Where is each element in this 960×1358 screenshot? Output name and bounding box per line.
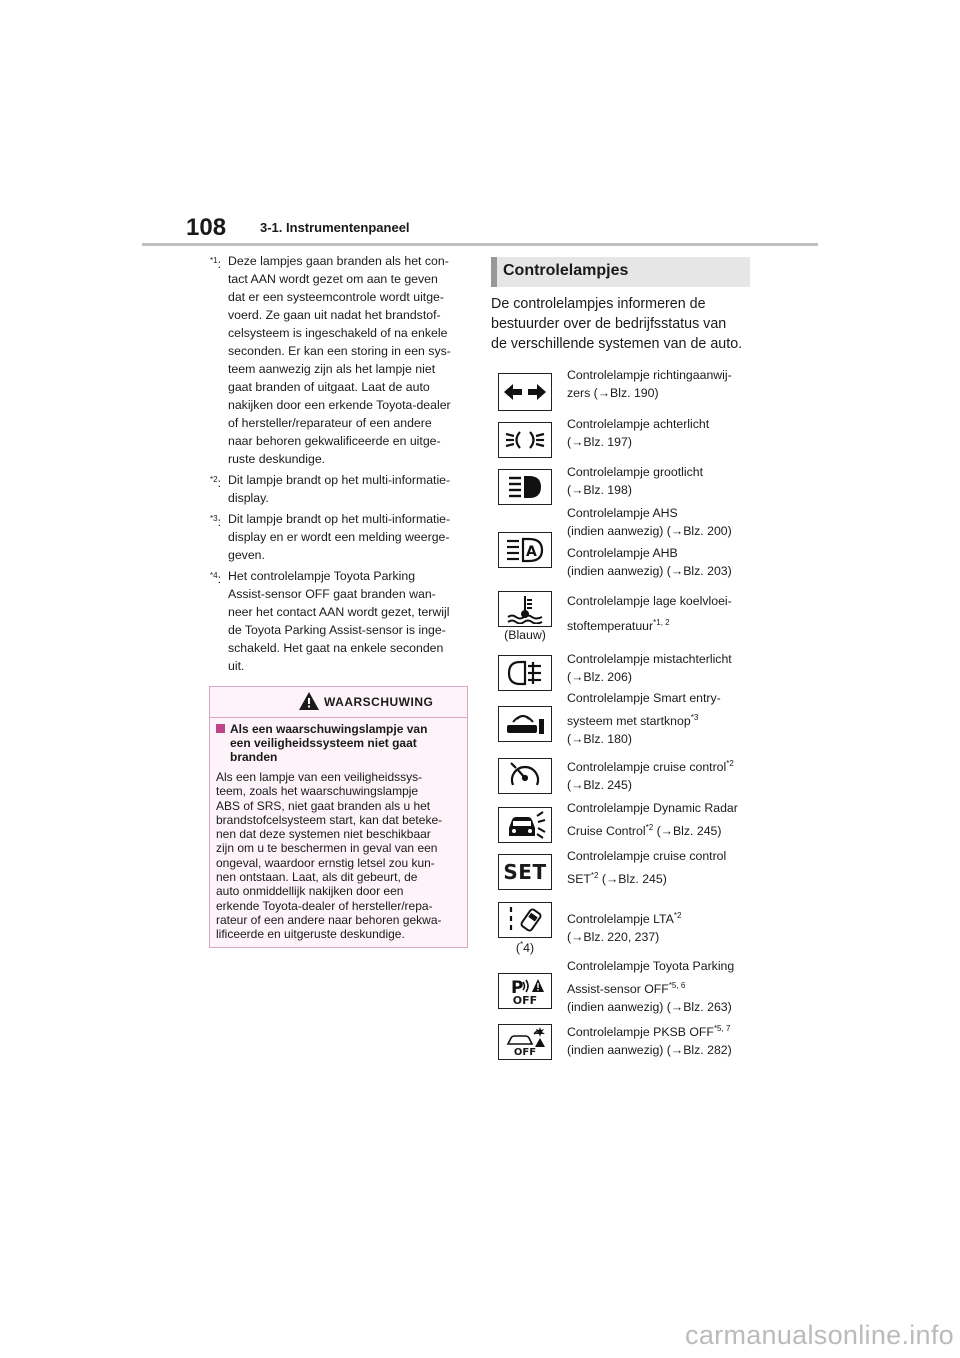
- icon-caption: (Blauw): [504, 628, 546, 642]
- lamp-description: [567, 504, 757, 580]
- lamp-description: [567, 799, 757, 840]
- lamp-line: Controlelampje AHB: [567, 546, 678, 560]
- svg-text:P: P: [511, 977, 524, 995]
- footnote-label: $^{*3}$:: [210, 514, 221, 529]
- lamp-line: [567, 867, 757, 888]
- lamp-line: Controlelampje lage koelvloei-: [567, 594, 732, 608]
- lamp-line: (indien aanwezig) (→Blz. 203): [567, 564, 732, 578]
- rear-fog-light-icon: [498, 655, 552, 691]
- warning-box: [209, 686, 468, 948]
- warning-header: [210, 687, 467, 718]
- warning-title: WAARSCHUWING: [324, 695, 434, 709]
- parking-assist-off-icon: [498, 973, 552, 1009]
- cruise-control-icon: [498, 758, 552, 794]
- watermark: carmanualsonline.info: [685, 1320, 954, 1350]
- lamp-description: [567, 415, 757, 451]
- lamp-description: [567, 907, 757, 946]
- lamp-line: Controlelampje Dynamic Radar: [567, 801, 738, 815]
- section-band: [491, 257, 750, 287]
- lamp-line: Controlelampje AHS: [567, 506, 678, 520]
- warning-subheading: [216, 722, 461, 764]
- lamp-line: [567, 755, 757, 776]
- caption-text: 4): [523, 941, 535, 956]
- lamp-line: [567, 907, 757, 928]
- lamp-description: [567, 463, 757, 499]
- lamp-description: [567, 1020, 757, 1059]
- lamp-line: Controlelampje grootlicht: [567, 465, 704, 479]
- footnote-text: Dit lampje brandt op het multi-informatie- display en er wordt een melding weerge- geven.: [228, 512, 451, 562]
- footnote-2: [210, 471, 468, 507]
- lamp-description: [567, 689, 757, 748]
- lamp-line: (indien aanwezig) (→Blz. 200): [567, 524, 732, 538]
- lamp-line: (→Blz. 206): [567, 670, 632, 684]
- radar-cruise-icon: [498, 807, 552, 843]
- footnote-4: [210, 567, 468, 675]
- lamp-line-text: Controlelampje PKSB OFF: [567, 1025, 714, 1039]
- lamp-line: [567, 819, 757, 840]
- footnote-ref: *3: [690, 713, 699, 722]
- lamp-line: Controlelampje Toyota Parking: [567, 959, 735, 973]
- lamp-line-text: Assist-sensor OFF: [567, 982, 669, 996]
- footnote-ref: *: [520, 940, 524, 949]
- lamp-line: [567, 1020, 757, 1041]
- footnote-ref: *1, 2: [653, 618, 670, 627]
- lamp-line: (indien aanwezig) (→Blz. 263): [567, 1000, 732, 1014]
- warning-text: Als een lampje van een veiligheidssys- teem, zoals het waarschuwingslampje ABS of SRS, niet gaat branden als u het brandstofcelsysteem start, kan dat beteke- nen dat deze systemen niet beschikbaar zijn om u te beschermen in geval van een ongeval, waardoor ernstig letsel zou kun- nen ontstaan. Laat, als dit gebeurt, de auto onmiddellijk nakijken door een erkende Toyota-dealer of hersteller/repa- rateur of een andere naar behoren gekwa- lificeerde en uitgeruste deskundige.: [216, 770, 443, 942]
- set-icon: [498, 854, 552, 890]
- lamp-line: [567, 614, 757, 635]
- page-number: 108: [186, 214, 227, 241]
- lamp-line: (→Blz. 198): [567, 483, 632, 497]
- lamp-line: (→Blz. 220, 237): [567, 930, 660, 944]
- warning-triangle-icon: [298, 691, 320, 711]
- band-accent: [491, 257, 497, 287]
- high-beam-icon: [498, 469, 552, 505]
- footnote-text: Het controlelampje Toyota Parking Assist-sensor OFF gaat branden wan- neer het contact AAN wordt gezet, terwijl de Toyota Parking Assist-sensor is inge- schakeld. Het gaat na enkele seconden uit.: [228, 569, 450, 673]
- lamp-line-text: systeem met startknop: [567, 714, 691, 728]
- lamp-line: (→Blz. 180): [567, 732, 632, 746]
- header-rule: [142, 243, 818, 246]
- footnote-ref: *5, 7: [713, 1024, 731, 1033]
- turn-signal-icon: [498, 373, 552, 411]
- lamp-line: [567, 709, 757, 730]
- icon-label: OFF: [513, 1047, 537, 1058]
- icon-caption: [498, 940, 552, 955]
- bullet-square-icon: [216, 724, 225, 733]
- auto-high-beam-icon: [498, 532, 552, 568]
- warning-subheading-text: Als een waarschuwingslampje van een veiligheidssysteem niet gaat branden: [230, 722, 428, 764]
- icon-label: SET: [503, 860, 547, 884]
- lamp-description: [567, 847, 757, 888]
- smart-entry-icon: [498, 706, 552, 742]
- warning-body: [210, 718, 467, 942]
- pksb-off-icon: [498, 1024, 552, 1060]
- lamp-line: zers (→Blz. 190): [567, 386, 659, 400]
- caption-text: (: [515, 941, 521, 956]
- footnote-label: $^{*2}$:: [210, 475, 221, 490]
- footnote-label: $^{*4}$:: [210, 571, 221, 586]
- controls-header: [491, 257, 761, 287]
- footnote-ref: *2: [726, 759, 734, 768]
- controls-intro: De controlelampjes informeren de bestuurder over de bedrijfsstatus van de verschillende systemen van de auto.: [491, 296, 743, 352]
- lamp-line: (indien aanwezig) (→Blz. 282): [567, 1043, 732, 1057]
- lamp-line: Controlelampje mistachterlicht: [567, 652, 732, 666]
- lamp-description: [567, 592, 757, 635]
- footnote-ref: *2: [590, 871, 599, 880]
- lamp-line-text: Controlelampje cruise control: [567, 760, 727, 774]
- section-title: 3-1. Instrumentenpaneel: [260, 220, 410, 235]
- low-coolant-temp-icon: [498, 591, 552, 627]
- lamp-description: [567, 650, 757, 686]
- footnote-ref: *2: [645, 823, 654, 832]
- lamp-line-text: stoftemperatuur: [567, 619, 654, 633]
- lamp-line-text: Cruise Control: [567, 824, 646, 838]
- lamp-line: (→Blz. 197): [567, 435, 632, 449]
- lamp-line: [567, 977, 757, 998]
- footnote-ref: *5, 6: [668, 981, 686, 990]
- footnote-text: Deze lampjes gaan branden als het con- tact AAN wordt gezet om aan te geven dat er een systeemcontrole wordt uitge- voerd. Ze gaan uit nadat het brandstof- celsysteem is ingeschakeld of na enkele seconden. Er kan een storing in een sys- teem aanwezig zijn als het lampje niet gaat branden of uitgaat. Laat de auto nakijken door een erkende Toyota-dealer of hersteller/reparateur of een andere naar behoren gekwalificeerde en uitge- ruste deskundige.: [228, 254, 451, 466]
- footnote-ref: *2: [673, 911, 682, 920]
- lamp-description: [567, 755, 757, 794]
- lamp-line: Controlelampje achterlicht: [567, 417, 710, 431]
- lamp-line: Controlelampje richtingaanwij-: [567, 368, 732, 382]
- footnote-3: [210, 510, 468, 564]
- lamp-line: Controlelampje Smart entry-: [567, 691, 721, 705]
- lamp-line-text: (→Blz. 245): [598, 872, 667, 886]
- lamp-line-text: Controlelampje LTA: [567, 912, 674, 926]
- icon-label: OFF: [512, 993, 538, 1007]
- lamp-line: Controlelampje cruise control: [567, 849, 727, 863]
- footnote-text: Dit lampje brandt op het multi-informatie- display.: [228, 473, 451, 505]
- lamp-line-text: SET: [567, 872, 591, 886]
- lta-icon: [498, 902, 552, 938]
- lamp-line-text: (→Blz. 245): [653, 824, 722, 838]
- lamp-line: (→Blz. 245): [567, 778, 632, 792]
- footnote-label: $^{*1}$:: [210, 256, 221, 271]
- footnotes: [210, 252, 468, 678]
- controls-title: Controlelampjes: [503, 262, 629, 279]
- page-header: [0, 0, 960, 250]
- svg-text:A: A: [526, 544, 537, 560]
- lamp-description: [567, 957, 757, 1016]
- tail-light-icon: [498, 422, 552, 458]
- footnote-1: [210, 252, 468, 468]
- lamp-description: [567, 366, 757, 402]
